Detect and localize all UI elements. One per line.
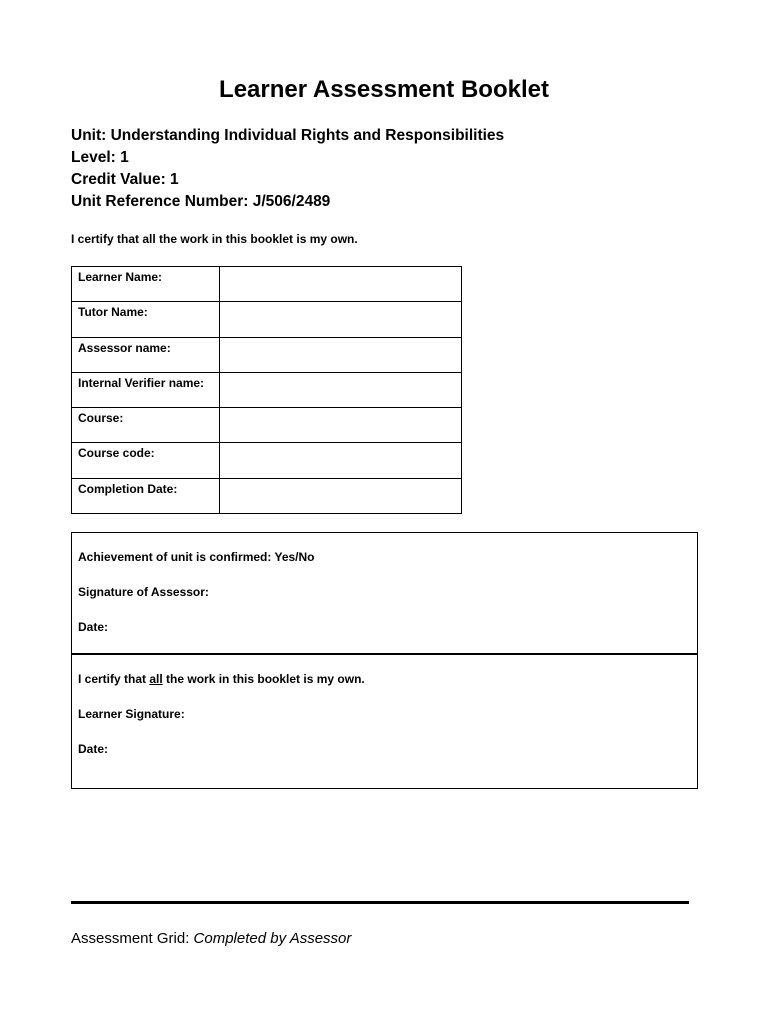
assessor-date-label: Date: [78,620,109,634]
certify-statement: I certify that all the work in this booklet is my own. [71,232,358,246]
completion-date-label: Completion Date: [72,478,220,513]
table-row [72,302,462,337]
tutor-name-field[interactable] [220,302,462,337]
assessor-signature-label: Signature of Assessor: [78,585,209,599]
assessment-grid-note: Completed by Assessor [193,930,352,947]
certify-text-end: the work in this booklet is my own. [162,672,365,686]
learner-details-table [71,266,462,514]
table-row [72,337,462,372]
learner-declaration-box [71,653,698,789]
internal-verifier-name-label: Internal Verifier name: [72,372,220,407]
internal-verifier-name-field[interactable] [220,372,462,407]
assessment-grid-label: Assessment Grid: [71,930,194,947]
table-row [72,372,462,407]
unit-reference-number: Unit Reference Number: J/506/2489 [71,193,331,210]
section-divider [71,901,689,904]
table-row [72,267,462,302]
learner-date-label: Date: [78,742,109,756]
assessor-name-field[interactable] [220,337,462,372]
unit-name: Unit: Understanding Individual Rights and Responsibilities [71,127,505,144]
course-code-label: Course code: [72,443,220,478]
learner-certify-statement [78,672,365,686]
learner-name-label: Learner Name: [72,267,220,302]
assessor-confirmation-box [71,532,698,655]
unit-level: Level: 1 [71,149,129,166]
assessor-name-label: Assessor name: [72,337,220,372]
table-row [72,408,462,443]
course-label: Course: [72,408,220,443]
learner-signature-label: Learner Signature: [78,707,185,721]
course-code-field[interactable] [220,443,462,478]
course-field[interactable] [220,408,462,443]
table-row [72,478,462,513]
credit-value: Credit Value: 1 [71,171,179,188]
assessment-grid-heading [71,930,351,947]
table-row [72,443,462,478]
certify-emphasis: all [149,672,163,686]
certify-text-start: I certify that [78,672,150,686]
document-title: Learner Assessment Booklet [219,76,549,103]
completion-date-field[interactable] [220,478,462,513]
unit-info [71,125,504,213]
learner-name-field[interactable] [220,267,462,302]
achievement-confirmation: Achievement of unit is confirmed: Yes/No [78,550,315,564]
tutor-name-label: Tutor Name: [72,302,220,337]
